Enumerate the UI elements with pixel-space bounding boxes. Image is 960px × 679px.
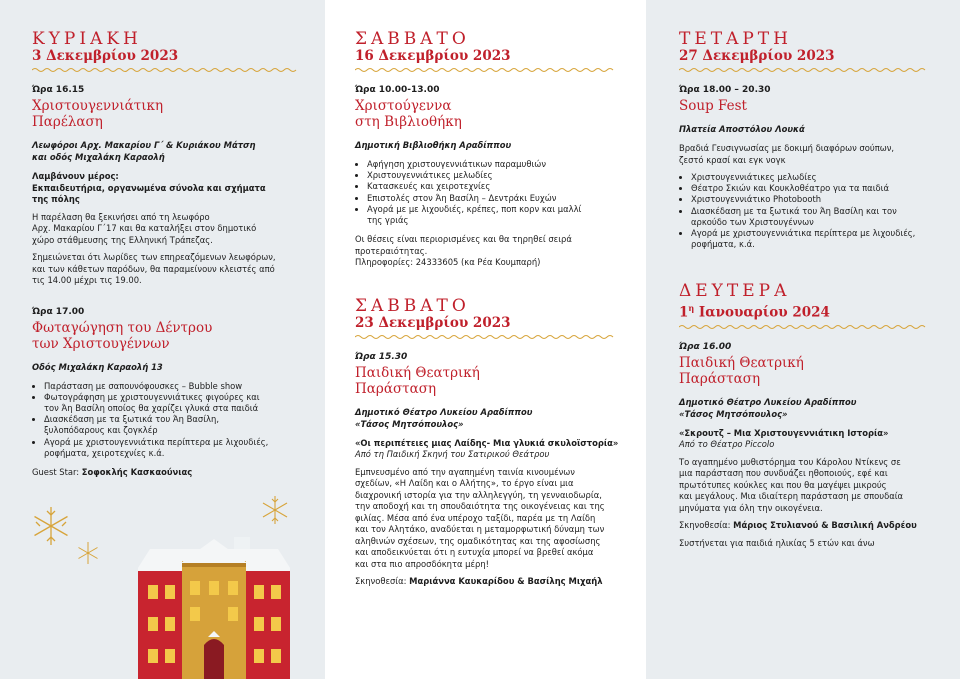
item-line: Επιστολές στον Άη Βασίλη – Δεντράκι Ευχών bbox=[367, 192, 557, 203]
list-item bbox=[691, 206, 940, 228]
text-line: προτεραιότητας. bbox=[355, 245, 428, 256]
director-label: Σκηνοθεσία: bbox=[679, 520, 734, 531]
text-line: Οι θέσεις είναι περιορισμένες και θα τηρηθεί σειρά bbox=[355, 234, 572, 245]
event-title: Soup Fest bbox=[679, 98, 747, 114]
item-line: Φωτογράφηση με χριστουγεννιάτικες φιγούρες και bbox=[44, 391, 260, 402]
day-heading: ΣΑΒΒΑΤΟ bbox=[355, 29, 470, 49]
item-line: αρκούδο των Χριστουγέννων bbox=[691, 216, 814, 227]
item-line: Αφήγηση χριστουγεννιάτικων παραμυθιών bbox=[367, 159, 546, 169]
route-text bbox=[32, 212, 303, 247]
participants-line: της πόλης bbox=[32, 194, 80, 204]
event-venue: Δημοτική Βιβλιοθήκη Αραδίππου bbox=[355, 140, 512, 150]
guest-star bbox=[32, 467, 303, 479]
director bbox=[679, 520, 940, 532]
text-line: και τον Αλητάκο, αναδύεται η μεταμορφωτική δύναμη των bbox=[355, 524, 605, 535]
text-line: Η παρέλαση θα ξεκινήσει από τη λεωφόρο bbox=[32, 211, 210, 222]
day-heading: ΤΕΤΑΡΤΗ bbox=[679, 29, 792, 49]
event-title-line: Παρέλαση bbox=[32, 114, 103, 130]
text-line: φιλίας. Μέσα από ένα υπέροχο ταξίδι, παρέα με τη Λαίδη bbox=[355, 512, 596, 523]
event-title bbox=[679, 355, 940, 387]
item-line: Διασκέδαση με τα ξωτικά του Άη Βασίλη και τον bbox=[691, 205, 897, 216]
event-title bbox=[32, 320, 303, 352]
day-heading: ΚΥΡΙΑΚΗ bbox=[32, 29, 142, 49]
snowflake-icon bbox=[76, 541, 100, 565]
item-line: ροφήματα, κ.ά. bbox=[691, 239, 755, 250]
participants-line: Εκπαιδευτήρια, οργανωμένα σύνολα και σχήματα bbox=[32, 182, 266, 193]
day-heading: ΣΑΒΒΑΤΟ bbox=[355, 295, 470, 316]
event-time: Ώρα 15.30 bbox=[355, 351, 408, 362]
play-source: Από τη Παιδική Σκηνή του Σατιρικού Θεάτρου bbox=[355, 449, 550, 460]
text-line: Εμπνευσμένο από την αγαπημένη ταινία κινουμένων bbox=[355, 466, 575, 477]
event-title-line: στη Βιβλιοθήκη bbox=[355, 114, 462, 130]
text-line: Αρχ. Μακαρίου Γ΄17 και θα καταλήξει στον δημοτικό bbox=[32, 223, 257, 233]
event-title-line: Χριστούγεννα bbox=[355, 98, 452, 114]
item-line: ροφήματα, χειροτεχνίες κ.ά. bbox=[44, 447, 165, 458]
date-heading: 27 Δεκεμβρίου 2023 bbox=[679, 48, 835, 64]
column-wednesday-monday bbox=[646, 0, 960, 679]
list-item bbox=[367, 159, 626, 170]
item-line: τον Άη Βασίλη οποίος θα χαρίζει γλυκά στα παιδιά bbox=[44, 402, 259, 413]
director bbox=[355, 576, 626, 588]
venue-line: Λεωφόροι Αρχ. Μακαρίου Γ΄ & Κυριάκου Μάτση bbox=[32, 140, 256, 150]
date-heading: 16 Δεκεμβρίου 2023 bbox=[355, 48, 511, 64]
date-heading: 23 Δεκεμβρίου 2023 bbox=[355, 314, 511, 331]
event-title-line: Φωταγώγηση του Δέντρου bbox=[32, 319, 213, 336]
list-item bbox=[44, 437, 303, 459]
item-line: Διασκέδαση με τα ξωτικά του Άη Βασίλη, bbox=[44, 414, 219, 425]
column-saturdays bbox=[325, 0, 646, 679]
date-month-year: Ιανουαρίου 2024 bbox=[694, 304, 830, 321]
seats-note bbox=[355, 234, 626, 269]
play-description bbox=[355, 467, 626, 571]
item-line: Αγορά με χριστουγεννιάτικα περίπτερα με λιχουδιές, bbox=[44, 436, 269, 447]
date-heading bbox=[679, 300, 940, 321]
event-venue: Πλατεία Αποστόλου Λουκά bbox=[679, 124, 805, 134]
wavy-divider bbox=[355, 334, 617, 340]
event-venue: Οδός Μιχαλάκη Καραολή 13 bbox=[32, 361, 163, 372]
list-item bbox=[367, 181, 626, 192]
text-line: την αποδοχή και τη σπουδαιότητα της οικογένειας και της bbox=[355, 501, 605, 512]
closure-text bbox=[32, 252, 303, 287]
item-line: ξυλοπόδαρους και ζογκλέρ bbox=[44, 425, 158, 436]
text-line: Βραδιά Γευσιγνωσίας με δοκιμή διαφόρων σούπων, bbox=[679, 143, 895, 153]
wavy-divider bbox=[679, 324, 929, 330]
play-description bbox=[679, 457, 940, 515]
contact-info: Πληροφορίες: 24333605 (κα Ρέα Κουμπαρή) bbox=[355, 257, 541, 268]
text-line: σχεδίων, «Η Λαίδη και ο Αλήτης», το έργο είναι μια bbox=[355, 478, 574, 489]
item-line: της γριάς bbox=[367, 215, 409, 226]
venue-line: «Τάσος Μητσόπουλος» bbox=[355, 418, 464, 429]
play-info bbox=[679, 428, 940, 451]
event-title bbox=[32, 98, 303, 130]
wavy-divider bbox=[355, 67, 617, 73]
director-name: Μάριος Στυλιανού & Βασιλική Ανδρέου bbox=[733, 520, 917, 531]
event-title-line: Παιδική Θεατρική bbox=[355, 364, 480, 381]
text-line: διαχρονική ιστορία για την αλληλεγγύη, τη γενναιοδωρία, bbox=[355, 489, 602, 500]
text-line: τις 14.00 μέχρι τις 19.00. bbox=[32, 275, 142, 285]
event-venue bbox=[679, 396, 940, 420]
activity-list bbox=[355, 159, 626, 226]
christmas-house-illustration bbox=[138, 525, 290, 679]
wavy-divider bbox=[679, 67, 929, 73]
wavy-divider bbox=[32, 67, 300, 73]
venue-line: Δημοτικό Θέατρο Λυκείου Αραδίππου bbox=[355, 406, 533, 417]
item-line: Κατασκευές και χειροτεχνίες bbox=[367, 181, 491, 192]
snowflake-icon bbox=[259, 494, 291, 526]
day-heading: ΔΕΥΤΕΡΑ bbox=[679, 281, 791, 302]
text-line: Το αγαπημένο μυθιστόρημα του Κάρολου Ντίκενς σε bbox=[679, 456, 901, 467]
event-venue bbox=[32, 139, 303, 163]
participants-label: Λαμβάνουν μέρος: bbox=[32, 171, 119, 181]
director-label: Σκηνοθεσία: bbox=[355, 576, 410, 587]
play-title: «Σκρουτζ – Μια Χριστουγεννιάτικη Ιστορία» bbox=[679, 427, 889, 438]
text-line: και αποδεικνύεται ότι η ευτυχία μπορεί να βρεθεί ακόμα bbox=[355, 547, 594, 558]
item-line: Αγορά με με λιχουδιές, κρέπες, ποπ κορν και μαλλί bbox=[367, 203, 582, 214]
play-info bbox=[355, 438, 626, 461]
event-title-line: Παράσταση bbox=[679, 370, 761, 387]
venue-line: Δημοτικό Θέατρο Λυκείου Αραδίππου bbox=[679, 396, 857, 407]
participants bbox=[32, 171, 303, 206]
play-title: «Οι περιπέτειες μιας Λαίδης- Μια γλυκιά σκυλοϊστορία» bbox=[355, 437, 619, 448]
date-heading: 3 Δεκεμβρίου 2023 bbox=[32, 48, 179, 64]
text-line: και των κάθετων παρόδων, θα παραμείνουν κλειστές από bbox=[32, 263, 275, 274]
event-title-line: των Χριστουγέννων bbox=[32, 335, 170, 352]
list-item bbox=[44, 392, 303, 414]
event-venue bbox=[355, 406, 626, 430]
list-item bbox=[367, 170, 626, 181]
text-line: πρωτότυπες κούκλες και που θα μαγέψει μικρούς bbox=[679, 479, 887, 490]
item-line: Θέατρο Σκιών και Κουκλοθέατρο για τα παιδιά bbox=[691, 183, 890, 194]
list-item bbox=[44, 381, 303, 392]
snowflake-icon bbox=[30, 505, 72, 547]
item-line: Παράσταση με σαπουνόφουσκες – Bubble show bbox=[44, 380, 243, 391]
event-time: Ώρα 16.15 bbox=[32, 85, 85, 95]
text-line: Σημειώνεται ότι λωρίδες των επηρεαζόμενων λεωφόρων, bbox=[32, 252, 276, 262]
director-name: Μαριάννα Καυκαρίδου & Βασίλης Μιχαήλ bbox=[409, 576, 603, 587]
list-item bbox=[367, 204, 626, 226]
text-line: χώρο στάθμευσης της Ελληνική Τράπεζας. bbox=[32, 234, 213, 245]
play-source: Από το Θέατρο Piccolo bbox=[679, 439, 775, 450]
list-item bbox=[691, 228, 940, 250]
date-suffix: η bbox=[688, 303, 695, 314]
text-line: αληθινών σχέσεων, της ομαδικότητας και της αφοσίωσης bbox=[355, 535, 601, 546]
list-item bbox=[44, 414, 303, 436]
event-title-line: Παιδική Θεατρική bbox=[679, 354, 804, 371]
activity-list bbox=[32, 381, 303, 459]
item-line: Χριστουγεννιάτικο Photobooth bbox=[691, 194, 822, 205]
item-line: Αγορά με χριστουγεννιάτικα περίπτερα με λιχουδιές, bbox=[691, 228, 916, 239]
text-line: και μεγάλους. Μια ιδιαίτερη παράσταση με σπουδαία bbox=[679, 491, 904, 502]
text-line: μηνύματα για όλη την οικογένεια. bbox=[679, 502, 823, 513]
item-line: Χριστουγεννιάτικες μελωδίες bbox=[691, 172, 817, 182]
list-item bbox=[367, 193, 626, 204]
text-line: ζεστό κρασί και εγκ νογκ bbox=[679, 154, 786, 165]
audience-note: Συστήνεται για παιδιά ηλικίας 5 ετών και άνω bbox=[679, 537, 875, 548]
list-item bbox=[691, 172, 940, 183]
event-description bbox=[679, 143, 940, 166]
event-time: Ώρα 16.00 bbox=[679, 341, 732, 352]
list-item bbox=[691, 194, 940, 205]
text-line: και στα πιο απροσδόκητα μέρη! bbox=[355, 558, 490, 569]
venue-line: και οδός Μιχαλάκη Καραολή bbox=[32, 152, 165, 162]
item-line: Χριστουγεννιάτικες μελωδίες bbox=[367, 170, 493, 181]
event-title bbox=[355, 98, 626, 130]
guest-name: Σοφοκλής Κασκαούνιας bbox=[81, 466, 193, 477]
event-time: Ώρα 10.00-13.00 bbox=[355, 85, 440, 95]
event-time: Ώρα 17.00 bbox=[32, 306, 85, 317]
event-title bbox=[355, 365, 626, 397]
date-number: 1 bbox=[679, 304, 689, 321]
venue-line: «Τάσος Μητσόπουλος» bbox=[679, 408, 788, 419]
event-title-line: Χριστουγεννιάτικη bbox=[32, 98, 164, 114]
event-time: Ώρα 18.00 – 20.30 bbox=[679, 85, 771, 95]
activity-list bbox=[679, 172, 940, 250]
guest-label: Guest Star: bbox=[32, 466, 82, 477]
event-title-line: Παράσταση bbox=[355, 380, 437, 397]
list-item bbox=[691, 183, 940, 194]
text-line: μια παράσταση που συνδυάζει ηθοποιούς, εφέ και bbox=[679, 468, 888, 479]
